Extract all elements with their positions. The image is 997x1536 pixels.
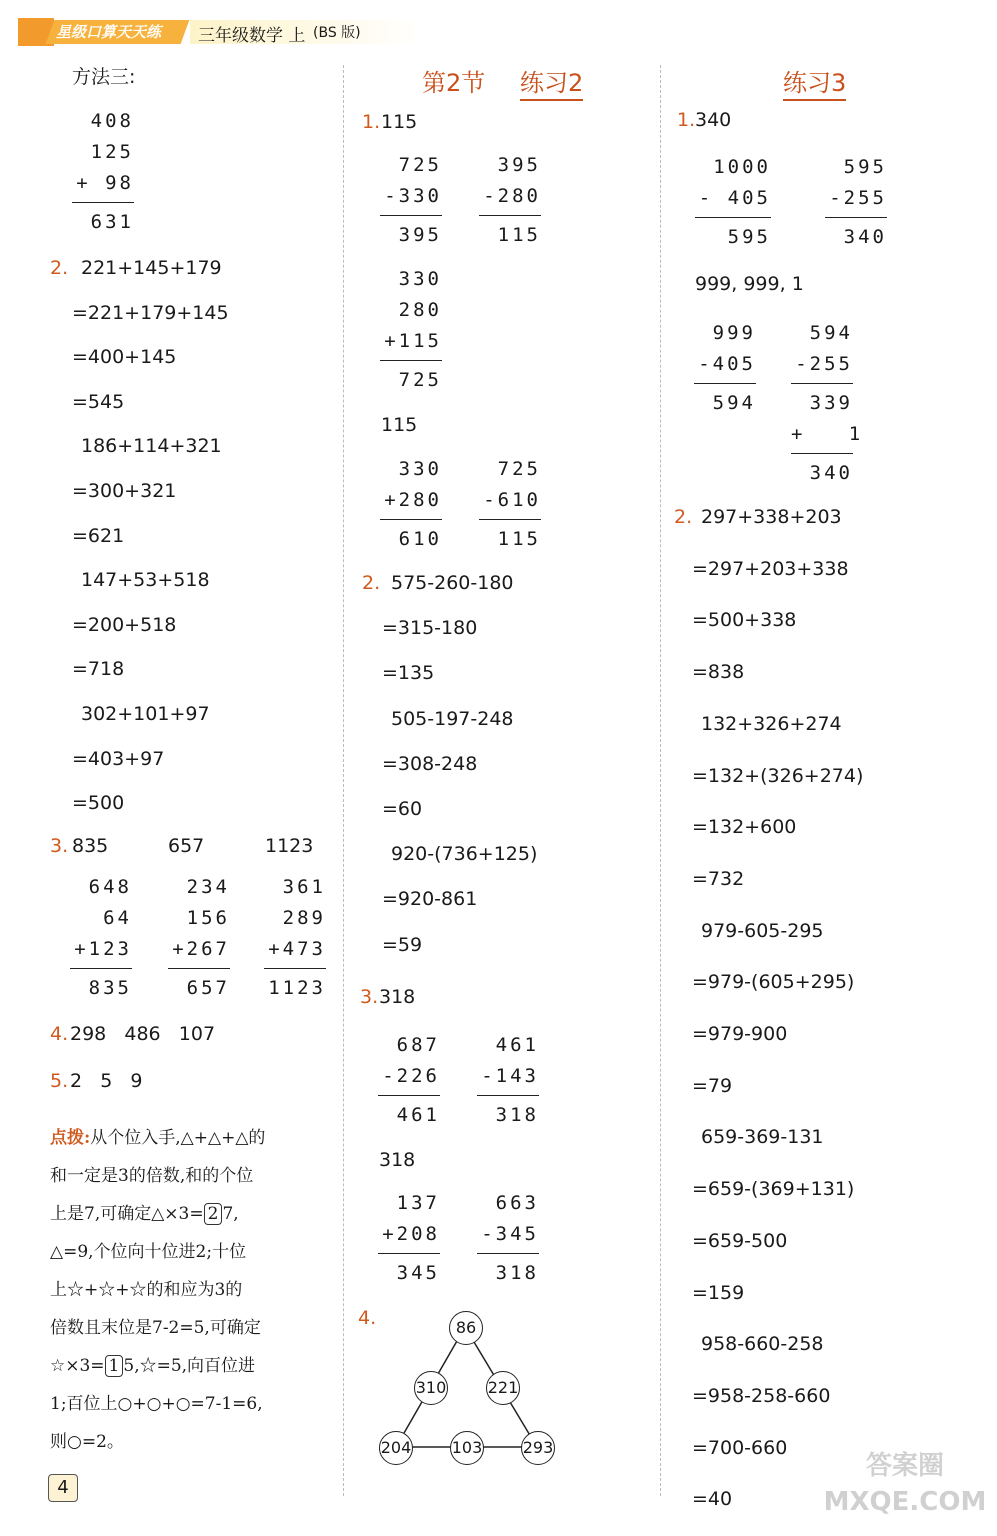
divider-left — [343, 65, 344, 1496]
calc-result: 115 — [497, 224, 541, 246]
calc-row: 330 — [398, 458, 442, 480]
calc-line — [70, 968, 132, 969]
calc-step-line: =297+203+338 — [692, 557, 849, 580]
calc-result: 657 — [186, 977, 230, 999]
calc-line — [694, 383, 756, 384]
page-number-text: 4 — [57, 1477, 69, 1498]
calc-row: 395 — [497, 154, 541, 176]
calc-step-line: =308-248 — [382, 752, 478, 775]
calc-row: 999 — [712, 322, 756, 344]
calc-row: 1000 — [713, 156, 771, 178]
tip-line: 上☆+☆+☆的和应为3的 — [50, 1280, 243, 1300]
calc-row: 280 — [398, 299, 442, 321]
triangle-node-mid-left: 310 — [414, 1371, 448, 1405]
calc-line — [168, 968, 230, 969]
q4-number: 4. — [50, 1023, 69, 1045]
calc-result: 594 — [712, 392, 756, 414]
calc-row: 725 — [497, 458, 541, 480]
calc-step-line: =200+518 — [72, 613, 177, 636]
calc-step-line: =500 — [72, 792, 125, 815]
calc-step-line: =700-660 — [692, 1436, 788, 1459]
calc-line — [72, 202, 134, 203]
calc-step-line: 132+326+274 — [701, 712, 842, 735]
calc-line — [695, 217, 771, 218]
q4-answer: 298 486 107 — [70, 1023, 216, 1045]
calc-step-line: =135 — [382, 662, 435, 685]
triangle-node-bot-right: 293 — [521, 1431, 555, 1465]
header-bar — [0, 18, 430, 46]
calc-result: 725 — [398, 369, 442, 391]
q3-calc-2 — [168, 872, 230, 1004]
calc-row: 137 — [396, 1192, 440, 1214]
c2-calc-a — [380, 150, 442, 251]
calc-step-line: =132+600 — [692, 816, 797, 839]
c2-q1-answer: 115 — [381, 111, 418, 133]
practice2-title: 练习2 — [520, 63, 583, 101]
method3-label: 方法三: — [72, 66, 136, 88]
calc-row: 156 — [186, 907, 230, 929]
calc-row: 595 — [843, 156, 887, 178]
calc-step-line: =132+(326+274) — [692, 764, 864, 787]
calc-line — [479, 215, 541, 216]
c3-calc-a — [695, 152, 771, 253]
calc-step-line: 221+145+179 — [81, 257, 222, 279]
c3-calc-b — [825, 152, 887, 253]
calc-step-line: =221+179+145 — [72, 301, 229, 324]
calc-result: 1123 — [268, 977, 326, 999]
calc-row: -345 — [481, 1223, 539, 1245]
c2-q1-answer2: 115 — [381, 414, 418, 436]
calc-step-line: 302+101+97 — [81, 703, 210, 725]
calc-result: 595 — [727, 226, 771, 248]
calc-step-line: 505-197-248 — [391, 707, 514, 730]
calc-result: 345 — [396, 1262, 440, 1284]
calc-result: 318 — [495, 1104, 539, 1126]
calc-line — [791, 453, 853, 454]
tip-line: 和一定是3的倍数,和的个位 — [50, 1166, 254, 1186]
calc-result: 115 — [497, 528, 541, 550]
triangle-node-mid-right: 221 — [486, 1371, 520, 1405]
tip-line: 上是7,可确定△×3= — [50, 1204, 204, 1224]
calc-step-line: =300+321 — [72, 480, 177, 502]
q3-calc-1 — [70, 872, 132, 1004]
calc-row: -280 — [483, 185, 541, 207]
calc-row: 234 — [186, 876, 230, 898]
calc-step-line: =315-180 — [382, 617, 478, 640]
tip-answer-box: 1 — [105, 1355, 124, 1377]
calc-row: 64 — [103, 907, 132, 929]
q5-number: 5. — [50, 1070, 69, 1092]
calc-step-line: =79 — [692, 1074, 733, 1097]
calc-line — [380, 519, 442, 520]
tip-label: 点拨: — [50, 1128, 91, 1148]
c2-calc-d — [380, 454, 442, 555]
calc-row: + 1 — [791, 423, 864, 445]
section-title: 第2节 — [422, 69, 486, 97]
c2-q3-number: 3. — [360, 986, 379, 1008]
calc-step-line: =621 — [72, 524, 125, 547]
watermark: 答案圈 MXQE.COM — [823, 1451, 987, 1517]
c2-calc-f — [378, 1030, 440, 1131]
divider-right — [660, 65, 661, 1496]
calc-row: 408 — [90, 110, 134, 132]
calc-row: 289 — [282, 907, 326, 929]
calc-line — [791, 383, 853, 384]
q3-answer: 835 — [72, 835, 109, 857]
q2-number: 2. — [50, 257, 69, 279]
calc-result: 318 — [495, 1262, 539, 1284]
c2-q3-answer2: 318 — [379, 1149, 416, 1171]
calc-row: +208 — [382, 1223, 440, 1245]
tip-line: 倍数且末位是7-2=5,可确定 — [50, 1318, 261, 1338]
calc-row: 125 — [90, 141, 134, 163]
tip-block — [50, 1126, 340, 1468]
calc-row: +280 — [384, 489, 442, 511]
calc-result: 339 — [809, 392, 853, 414]
calc-row: +123 — [74, 938, 132, 960]
calc-result: 610 — [398, 528, 442, 550]
calc-step-line: =920-861 — [382, 888, 478, 911]
calc-step-line: 575-260-180 — [391, 572, 514, 594]
c3-calc-c — [694, 318, 756, 419]
q3-number: 3. — [50, 835, 69, 857]
header-edition: (BS 版) — [313, 25, 361, 41]
calc-step-line: =545 — [72, 390, 125, 413]
header-subject: 三年级数学 上 — [198, 26, 306, 46]
q3-calc-3 — [264, 872, 326, 1004]
triangle-node-top: 86 — [449, 1311, 483, 1345]
tip-answer-box: 2 — [204, 1203, 223, 1225]
calc-row: 725 — [398, 154, 442, 176]
calc-row: 330 — [398, 268, 442, 290]
calc-step-line: =59 — [382, 933, 423, 956]
calc-row: + 98 — [76, 172, 134, 194]
c2-calc-c — [380, 264, 442, 396]
page-number — [48, 1474, 78, 1502]
calc-row: -255 — [829, 187, 887, 209]
tip-line: △=9,个位向十位进2;十位 — [50, 1242, 247, 1262]
calc-row: -226 — [382, 1065, 440, 1087]
calc-step-line: =60 — [382, 798, 423, 820]
c2-calc-h — [378, 1188, 440, 1289]
tip-text: 7, — [222, 1204, 239, 1224]
calc-result: 461 — [396, 1104, 440, 1126]
tip-text: 5,☆=5,向百位进 — [123, 1356, 256, 1376]
practice3-title: 练习3 — [783, 63, 846, 101]
calc-row: - 405 — [698, 187, 771, 209]
c2-calc-e — [479, 454, 541, 555]
c2-q4-number: 4. — [358, 1307, 377, 1329]
calc-row: -255 — [795, 353, 853, 375]
tip-line: 从个位入手,△+△+△的 — [90, 1128, 266, 1148]
calc-step-line: 979-605-295 — [701, 919, 824, 942]
calc-row: 687 — [396, 1034, 440, 1056]
calc-step-line: =500+338 — [692, 609, 797, 632]
calc-row: -610 — [483, 489, 541, 511]
triangle-diagram — [370, 1305, 570, 1475]
calc-step-line: 186+114+321 — [81, 435, 222, 458]
calc-step-line: 958-660-258 — [701, 1333, 824, 1356]
calc-row: 648 — [88, 876, 132, 898]
calc-result: 395 — [398, 224, 442, 246]
c3-q1-number: 1. — [677, 109, 696, 131]
q3-answer: 657 — [168, 835, 205, 857]
calc-row: +473 — [268, 938, 326, 960]
calc-step-line: =400+145 — [72, 346, 177, 369]
tip-line: ☆×3= — [50, 1356, 105, 1376]
calc-step-line: 147+53+518 — [81, 569, 210, 592]
calc-step-line: =159 — [692, 1281, 745, 1304]
calc-line — [477, 1095, 539, 1096]
calc-line — [825, 217, 887, 218]
calc-step-line: =979-(605+295) — [692, 971, 855, 994]
calc-row: 594 — [809, 322, 853, 344]
calc-line — [264, 968, 326, 969]
c2-q2-number: 2. — [362, 572, 381, 594]
c2-q1-number: 1. — [362, 111, 381, 133]
calc-line — [378, 1253, 440, 1254]
calc-row: -330 — [384, 185, 442, 207]
q3-answer: 1123 — [265, 835, 314, 857]
calc-row: -143 — [481, 1065, 539, 1087]
calc-line — [378, 1095, 440, 1096]
c3-q2-number: 2. — [674, 506, 693, 528]
c3-q1-answer: 340 — [695, 109, 732, 131]
tip-line: 则○=2。 — [50, 1432, 124, 1452]
calc-row: -405 — [698, 353, 756, 375]
calc-step-line: =838 — [692, 661, 745, 684]
tip-line: 1;百位上○+○+○=7-1=6, — [50, 1394, 263, 1414]
calc-line — [477, 1253, 539, 1254]
calc-line — [479, 519, 541, 520]
c2-calc-i — [477, 1188, 539, 1289]
c2-calc-g — [477, 1030, 539, 1131]
calc-result: 631 — [90, 211, 134, 233]
calc-step-line: =403+97 — [72, 747, 165, 770]
calc-step-line: 920-(736+125) — [391, 843, 538, 866]
calc-result: 340 — [809, 462, 853, 484]
calc-step-line: 297+338+203 — [701, 506, 842, 528]
calc-method3 — [72, 106, 134, 238]
calc-row: +267 — [172, 938, 230, 960]
calc-result: 340 — [843, 226, 887, 248]
c3-calc-d — [791, 318, 864, 489]
calc-step-line: =732 — [692, 867, 745, 890]
calc-row: 461 — [495, 1034, 539, 1056]
calc-step-line: =718 — [72, 658, 125, 681]
calc-step-line: =979-900 — [692, 1023, 788, 1045]
calc-step-line: =40 — [692, 1488, 733, 1511]
calc-result: 835 — [88, 977, 132, 999]
calc-line — [380, 360, 442, 361]
c2-q3-answer: 318 — [379, 986, 416, 1008]
calc-step-line: =958-258-660 — [692, 1384, 831, 1407]
c2-calc-b — [479, 150, 541, 251]
calc-step-line: =659-500 — [692, 1229, 788, 1252]
triangle-node-bot-left: 204 — [379, 1431, 413, 1465]
triangle-node-bot-mid: 103 — [450, 1431, 484, 1465]
calc-step-line: 659-369-131 — [701, 1126, 824, 1149]
calc-row: +115 — [384, 330, 442, 352]
calc-line — [380, 215, 442, 216]
calc-step-line: =659-(369+131) — [692, 1178, 855, 1201]
calc-row: 361 — [282, 876, 326, 898]
header-brand: 星级口算天天练 — [56, 23, 162, 41]
q5-answer: 2 5 9 — [70, 1070, 143, 1092]
calc-row: 663 — [495, 1192, 539, 1214]
c3-q1-extra: 999, 999, 1 — [695, 273, 804, 295]
